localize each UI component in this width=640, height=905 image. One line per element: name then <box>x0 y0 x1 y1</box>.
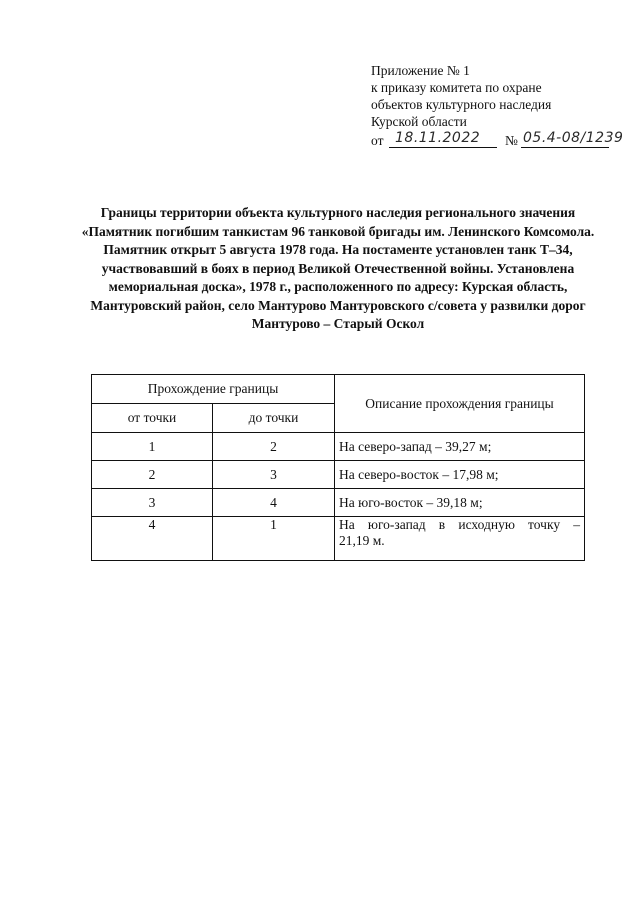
header-boundary: Прохождение границы <box>92 375 335 404</box>
to-point-cell: 1 <box>213 517 335 561</box>
document-title: Границы территории объекта культурного наследия регионального значения «Памятник погибшим танкистам 96 танковой бригады им. Ленинского Комсомола. Памятник открыт 5 августа 1978 года. На постаменте установлен танк Т–34, участвовавший в боях в период Великой Отечественной войны. Установлена мемориальная доска», 1978 г., расположенного по адресу: Курская область, Мантуровский район, село Мантурово Мантуровского с/совета у развилки дорог Мантурово – Старый Оскол <box>81 205 595 331</box>
description-line: На юго-запад в исходную точку – <box>339 517 580 532</box>
description-cell: На юго-восток – 39,18 м; <box>335 489 585 517</box>
from-label: от <box>371 133 384 148</box>
to-point-cell: 4 <box>213 489 335 517</box>
handwritten-date: 18.11.2022 <box>395 130 481 146</box>
table-row <box>92 517 585 561</box>
from-point-cell: 4 <box>92 517 213 561</box>
description-cell <box>335 517 585 561</box>
handwritten-number: 05.4-08/1239 <box>523 130 624 146</box>
date-underline <box>389 147 497 148</box>
boundary-table <box>91 374 585 561</box>
from-point-cell: 3 <box>92 489 213 517</box>
table-row <box>92 489 585 517</box>
to-point-cell: 2 <box>213 433 335 461</box>
number-underline <box>521 147 609 148</box>
header-description: Описание прохождения границы <box>335 375 585 433</box>
description-line: 21,19 м. <box>339 533 385 548</box>
header-to-point: до точки <box>213 404 335 433</box>
description-cell: На северо-запад – 39,27 м; <box>335 433 585 461</box>
from-point-cell: 2 <box>92 461 213 489</box>
from-point-cell: 1 <box>92 433 213 461</box>
order-reference: к приказу комитета по охране <box>371 80 542 95</box>
number-label: № <box>505 133 518 148</box>
table-row <box>92 461 585 489</box>
committee-name: объектов культурного наследия <box>371 97 552 112</box>
region-name: Курской области <box>371 114 467 129</box>
to-point-cell: 3 <box>213 461 335 489</box>
appendix-number: Приложение № 1 <box>371 63 470 78</box>
description-cell: На северо-восток – 17,98 м; <box>335 461 585 489</box>
table-row <box>92 433 585 461</box>
approval-block <box>371 62 624 150</box>
header-from-point: от точки <box>92 404 213 433</box>
order-date-number-line <box>371 130 624 150</box>
